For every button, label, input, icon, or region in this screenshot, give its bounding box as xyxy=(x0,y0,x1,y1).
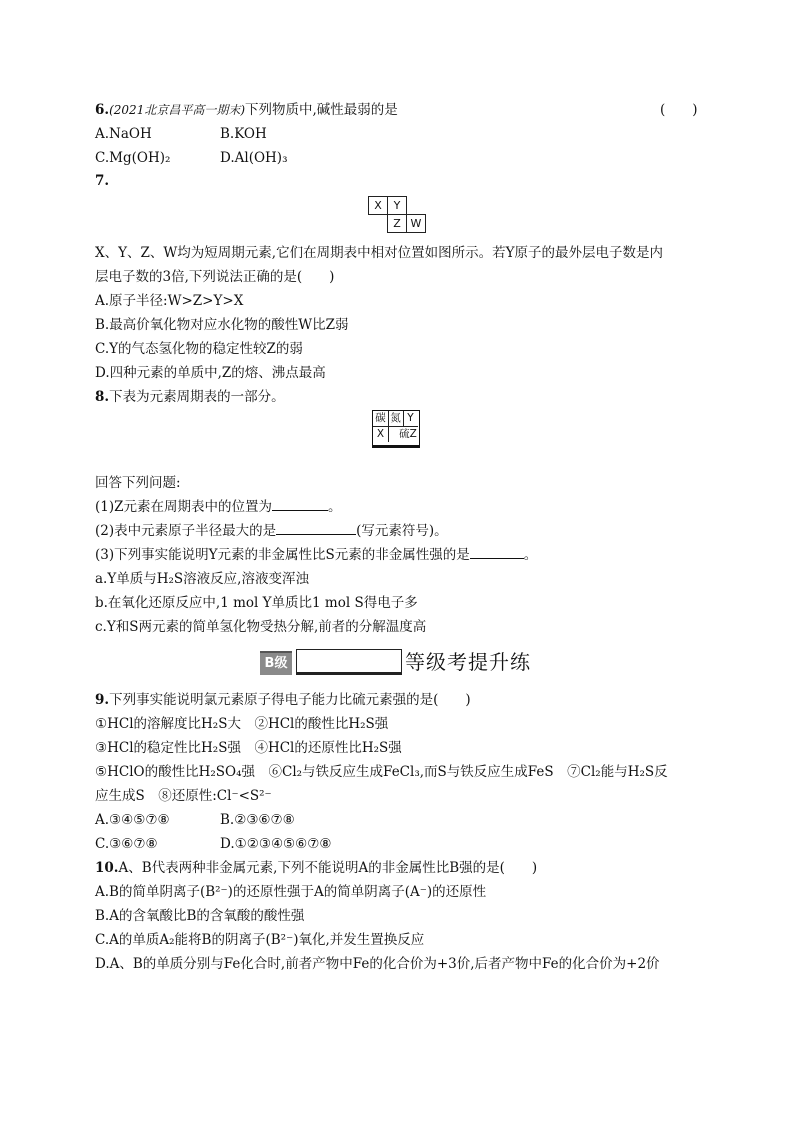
q7-option-b[interactable]: B.最高价氧化物对应水化物的酸性W比Z弱 xyxy=(95,317,349,333)
q6-stem-line: 6.(2021北京昌平高一期末)下列物质中,碱性最弱的是 xyxy=(95,102,398,118)
q6-option-a[interactable]: A.NaOH xyxy=(95,126,152,142)
q10-stem: A、B代表两种非金属元素,下列不能说明A的非金属性比B强的是( ) xyxy=(118,860,538,876)
q9-option-b[interactable]: B.②③⑥⑦⑧ xyxy=(220,812,295,828)
q6-option-d[interactable]: D.Al(OH)₃ xyxy=(220,150,288,166)
q6-options-row1 xyxy=(95,125,152,143)
q9-statement-line1: ①HCl的溶解度比H₂S大 ②HCl的酸性比H₂S强 xyxy=(95,716,389,732)
q10-option-c[interactable]: C.A的单质A₂能将B的阴离子(B²⁻)氧化,并发生置换反应 xyxy=(95,932,425,948)
pt-cell-carbon: 碳 xyxy=(373,411,389,427)
q8-sub1-blank[interactable] xyxy=(272,498,328,511)
q7-option-c[interactable]: C.Y的气态氢化物的稳定性较Z的弱 xyxy=(95,341,303,357)
q10-stem-line: 10.A、B代表两种非金属元素,下列不能说明A的非金属性比B强的是( ) xyxy=(95,860,538,876)
q8-number: 8 xyxy=(95,389,105,405)
q6-option-c[interactable]: C.Mg(OH)₂ xyxy=(95,150,171,166)
q8-sub2-end: (写元素符号)。 xyxy=(356,523,448,539)
banner-box xyxy=(296,649,402,675)
q8-sub1-text: (1)Z元素在周期表中的位置为 xyxy=(95,499,273,515)
level-badge: B级 xyxy=(260,651,292,675)
q7-option-d[interactable]: D.四种元素的单质中,Z的熔、沸点最高 xyxy=(95,365,326,381)
q6-source: (2021北京昌平高一期末) xyxy=(109,103,246,117)
grid-cell-z: Z xyxy=(387,214,407,233)
q8-stem: 下表为元素周期表的一部分。 xyxy=(109,389,285,405)
q8-option-b[interactable]: b.在氧化还原反应中,1 mol Y单质比1 mol S得电子多 xyxy=(95,595,418,611)
q10-option-d[interactable]: D.A、B的单质分别与Fe化合时,前者产物中Fe的化合价为+3价,后者产物中Fe的化合价为+2价 xyxy=(95,956,660,972)
q8-stem-line: 8.下表为元素周期表的一部分。 xyxy=(95,389,285,405)
q9-statement-line2: ③HCl的稳定性比H₂S强 ④HCl的还原性比H₂S强 xyxy=(95,740,402,756)
grid-cell-y: Y xyxy=(387,196,407,215)
q10-option-b[interactable]: B.A的含氧酸比B的含氧酸的酸性强 xyxy=(95,908,305,924)
q6-option-b[interactable]: B.KOH xyxy=(220,126,267,142)
q8-sub2-text: (2)表中元素原子半径最大的是 xyxy=(95,523,277,539)
q6-number: 6 xyxy=(95,102,105,118)
q8-sub3-text: (3)下列事实能说明Y元素的非金属性比S元素的非金属性强的是 xyxy=(95,547,470,563)
pt-cell-x: X xyxy=(373,427,389,442)
grid-cell-x: X xyxy=(368,196,388,215)
q8-periodic-table-fragment xyxy=(372,410,420,448)
q8-option-a[interactable]: a.Y单质与H₂S溶液反应,溶液变浑浊 xyxy=(95,571,309,587)
pt-cell-sulfur-z xyxy=(398,427,418,442)
q9-stem: 下列事实能说明氯元素原子得电子能力比硫元素强的是( ) xyxy=(109,692,471,708)
q7-stem-line1: X、Y、Z、W均为短周期元素,它们在周期表中相对位置如图所示。若Y原子的最外层电子数是内 xyxy=(95,245,663,261)
pt-cell-sulfur: 硫 xyxy=(399,428,410,440)
q10-option-a[interactable]: A.B的简单阴离子(B²⁻)的还原性强于A的简单阴离子(A⁻)的还原性 xyxy=(95,884,487,900)
q8-prompt: 回答下列问题: xyxy=(95,475,181,491)
q9-option-d[interactable]: D.①②③④⑤⑥⑦⑧ xyxy=(220,836,332,852)
q7-number: 7 xyxy=(95,173,105,189)
q7-position-grid xyxy=(368,196,428,236)
q9-statement-line4: 应生成S ⑧还原性:Cl⁻<S²⁻ xyxy=(95,788,272,804)
q8-sub1-end: 。 xyxy=(328,499,342,515)
q9-statement-line3: ⑤HClO的酸性比H₂SO₄强 ⑥Cl₂与铁反应生成FeCl₃,而S与铁反应生成FeS ⑦Cl₂能与H₂S反 xyxy=(95,764,668,780)
section-banner xyxy=(260,647,540,677)
pt-cell-nitrogen: 氮 xyxy=(388,411,404,427)
q8-sub3-end: 。 xyxy=(523,547,538,563)
q7-option-a[interactable]: A.原子半径:W>Z>Y>X xyxy=(95,293,244,309)
q7-stem-line2: 层电子数的3倍,下列说法正确的是( ) xyxy=(95,269,335,285)
q6-stem: 下列物质中,碱性最弱的是 xyxy=(245,102,398,118)
q9-number: 9 xyxy=(95,692,105,708)
q8-sub3-blank[interactable] xyxy=(470,546,524,559)
q9-option-a[interactable]: A.③④⑤⑦⑧ xyxy=(95,812,170,828)
grid-cell-w: W xyxy=(406,214,426,233)
section-title: 等级考提升练 xyxy=(405,650,531,674)
pt-cell-y: Y xyxy=(403,411,418,427)
q8-sub1 xyxy=(95,498,342,516)
q7-number-line: 7. xyxy=(95,173,110,189)
q10-number: 10 xyxy=(95,860,114,876)
q8-sub3 xyxy=(95,546,537,564)
q9-option-c[interactable]: C.③⑥⑦⑧ xyxy=(95,836,158,852)
q8-sub2-blank[interactable] xyxy=(276,522,356,535)
q8-option-c[interactable]: c.Y和S两元素的简单氢化物受热分解,前者的分解温度高 xyxy=(95,619,427,635)
q8-sub2 xyxy=(95,522,448,540)
q6-answer-paren: ( ) xyxy=(660,102,698,118)
q9-stem-line: 9.下列事实能说明氯元素原子得电子能力比硫元素强的是( ) xyxy=(95,692,471,708)
pt-cell-z: Z xyxy=(409,428,417,440)
